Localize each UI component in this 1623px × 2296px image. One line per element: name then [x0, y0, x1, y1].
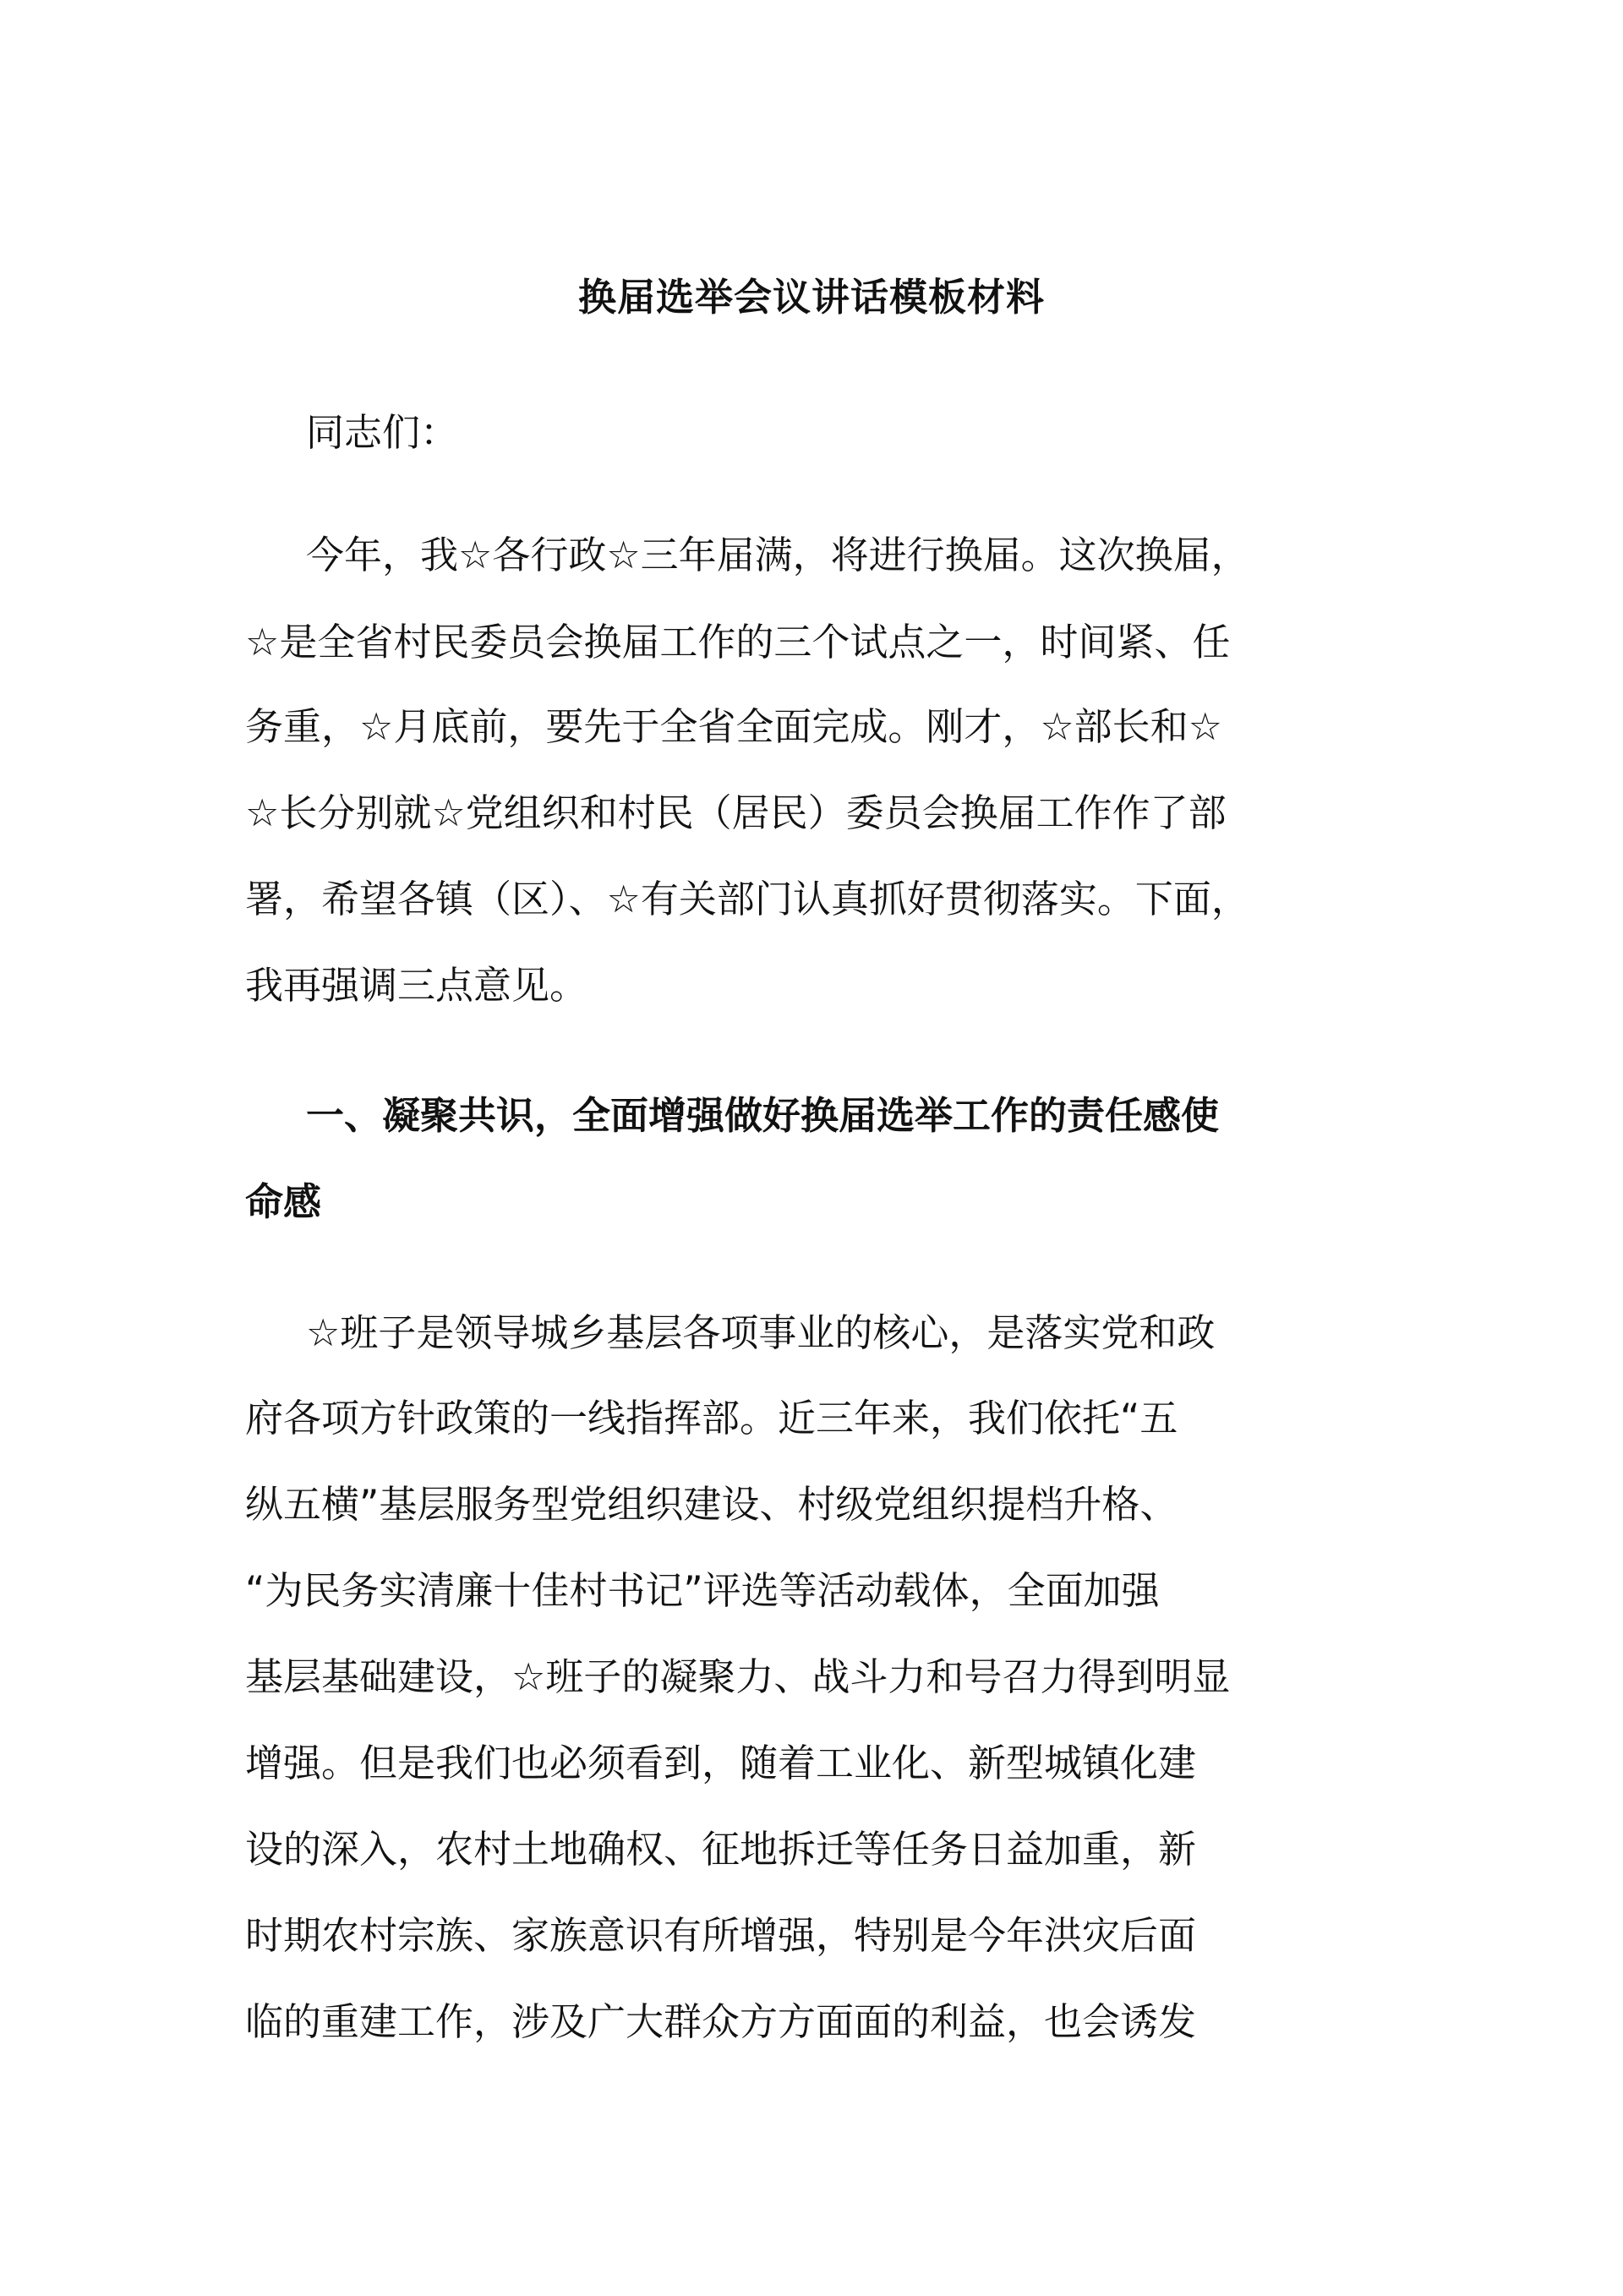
heading-line: 命感 [245, 1179, 322, 1224]
heading-line: 一、凝聚共识，全面增强做好换届选举工作的责任感使 [306, 1093, 1220, 1138]
paragraph-line: 府各项方针政策的一线指挥部。近三年来，我们依托“五 [245, 1396, 1178, 1440]
paragraph-line: 设的深入，农村土地确权、征地拆迁等任务日益加重，新 [245, 1827, 1197, 1872]
paragraph-line: 署，希望各镇（区）、☆有关部门认真抓好贯彻落实。下面， [245, 877, 1249, 921]
paragraph-line: 今年，我☆各行政☆三年届满，将进行换届。这次换届， [306, 533, 1249, 577]
paragraph-line: ☆是全省村民委员会换届工作的三个试点之一，时间紧、任 [245, 620, 1231, 664]
paragraph-line: 纵五横”基层服务型党组织建设、村级党组织提档升格、 [245, 1482, 1178, 1527]
paragraph-line: 临的重建工作，涉及广大群众方方面面的利益，也会诱发 [245, 1999, 1197, 2044]
paragraph-line: 增强。但是我们也必须看到，随着工业化、新型城镇化建 [245, 1741, 1197, 1785]
paragraph-line: ☆班子是领导城乡基层各项事业的核心，是落实党和政 [306, 1310, 1216, 1355]
paragraph-line: 时期农村宗族、家族意识有所增强，特别是今年洪灾后面 [245, 1913, 1197, 1958]
paragraph-line: “为民务实清廉十佳村书记”评选等活动载体，全面加强 [245, 1568, 1160, 1613]
salutation: 同志们： [306, 410, 459, 455]
paragraph-line: 我再强调三点意见。 [245, 963, 588, 1008]
paragraph-line: 务重，☆月底前，要先于全省全面完成。刚才，☆部长和☆ [245, 704, 1223, 749]
paragraph-line: ☆长分别就☆党组织和村民（居民）委员会换届工作作了部 [245, 790, 1227, 835]
paragraph-line: 基层基础建设，☆班子的凝聚力、战斗力和号召力得到明显 [245, 1654, 1231, 1699]
document-title: 换届选举会议讲话模板材料 [577, 275, 1045, 320]
